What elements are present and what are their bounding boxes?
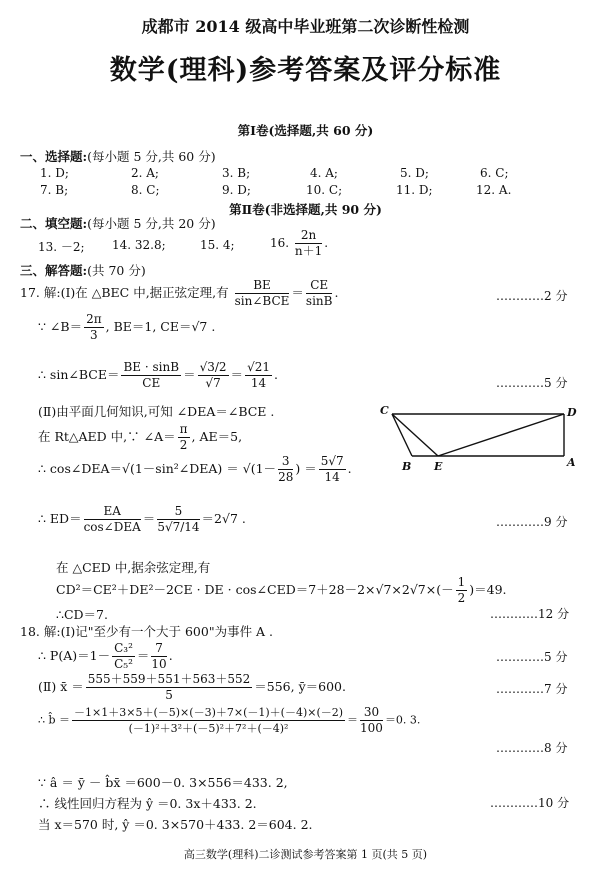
q18-l4-eq: ＝: [347, 713, 359, 727]
q17-l7-frac2: [157, 504, 199, 535]
q17-score-9: …………9 分: [496, 515, 568, 529]
section1-heading: [20, 147, 216, 165]
part2-heading: 第Ⅱ卷(非选择题,共 90 分): [229, 202, 382, 217]
section3-heading: [20, 261, 146, 279]
q18-l4-frac2: [360, 705, 383, 736]
q17-l3-f2-num: √3/2: [199, 360, 227, 374]
q17-line9: [56, 575, 507, 606]
segment-CE: [392, 414, 438, 456]
label-B: B: [402, 460, 412, 473]
q17-l5-f-num: π: [179, 422, 188, 436]
q17-line5: [38, 422, 242, 453]
q18-l3-a: (Ⅱ) x̄ ＝: [38, 679, 84, 694]
page-footer: 高三数学(理科)二诊测试参考答案第 1 页(共 5 页): [183, 848, 428, 861]
answer-7: 7. B;: [40, 183, 69, 197]
q17-l5-frac: [178, 422, 190, 453]
q18-l2-frac1: [112, 641, 135, 672]
label-C: C: [380, 404, 389, 417]
part1-heading: 第Ⅰ卷(选择题,共 60 分): [237, 123, 374, 138]
q17-line7: [38, 504, 246, 535]
q18-line3: [38, 672, 346, 703]
q18-l4-frac: [72, 705, 345, 736]
q18-line6: ∴ 线性回归方程为 ŷ ＝0. 3x＋433. 2.: [38, 796, 257, 811]
q17-l6-b: ) ＝: [295, 461, 317, 476]
q17-l3-f3-den: 14: [250, 376, 267, 390]
q17-l2-f-den: 3: [90, 328, 98, 342]
q17-l3-a: ∴ sin∠BCE＝: [38, 367, 120, 382]
q17-l1-f1-den: sin∠BCE: [234, 294, 290, 308]
q17-l9-b: )＝49.: [469, 582, 507, 597]
q17-l9-f-den: 2: [457, 591, 466, 605]
answer-3: 3. B;: [222, 166, 251, 180]
q18-l2-f2-num: 7: [151, 641, 166, 657]
q17-l1-f2-den: sinB: [305, 294, 333, 308]
fill-16-prefix: 16.: [270, 236, 290, 250]
q17-l2-frac: [84, 312, 104, 343]
q17-l5-a: 在 Rt△AED 中,∵ ∠A＝: [38, 429, 176, 444]
q17-l2-f-num: 2π: [86, 312, 102, 326]
q18-line1: 18. 解:(Ⅰ)记"至少有一个大于 600"为事件 A .: [20, 624, 274, 639]
q18-l2-a: ∴ P(A)＝1－: [38, 648, 111, 663]
q18-l3-f-num: 555＋559＋551＋563＋552: [87, 672, 251, 686]
label-D: D: [567, 406, 577, 419]
q18-l3-f-den: 5: [165, 688, 173, 702]
q17-l7-a: ∴ ED＝: [38, 511, 82, 526]
q17-l9-frac: [456, 575, 468, 606]
q17-l7-frac1: [84, 504, 141, 535]
section2-note: (每小题 5 分,共 20 分): [87, 216, 216, 231]
q17-l9-f-num: 1: [457, 575, 466, 589]
fill-16-fraction: [295, 228, 322, 259]
q17-l6-frac2: [319, 454, 346, 485]
q18-l4-a: ∴ b̂ ＝: [38, 713, 71, 727]
section1-note: (每小题 5 分,共 60 分): [87, 149, 216, 164]
q18-score-10: …………10 分: [490, 796, 570, 810]
q17-l3-f1-den: CE: [142, 376, 161, 390]
q17-l6-f2-num: 5√7: [320, 454, 344, 468]
segment-CB: [392, 414, 412, 456]
section1-title: 一、选择题:: [20, 149, 88, 164]
label-A: A: [567, 456, 576, 469]
q17-l1-frac2: [306, 278, 333, 309]
geometry-figure: [378, 400, 588, 480]
q17-l7-b: ＝2√7 .: [201, 511, 246, 526]
q18-score-8: …………8 分: [496, 741, 568, 755]
q17-l7-eq: ＝: [142, 511, 156, 526]
q17-l6-frac1: [278, 454, 293, 485]
q17-line1: [20, 278, 338, 309]
q17-line4: (Ⅱ)由平面几何知识,可知 ∠DEA＝∠BCE .: [38, 404, 275, 419]
q17-score-2: …………2 分: [496, 289, 568, 303]
answer-8: 8. C;: [131, 183, 160, 197]
q17-l3-f3-num: √21: [247, 360, 270, 374]
q18-score-5: …………5 分: [496, 650, 568, 664]
q18-l2-frac2: [151, 641, 166, 672]
q17-l6-f2-den: 14: [324, 470, 340, 484]
q17-l6-a: ∴ cos∠DEA＝√(1－sin²∠DEA) ＝ √(1－: [38, 461, 277, 476]
fill-16-suffix: .: [324, 236, 329, 250]
q18-l4-f-num: －1×1＋3×5＋(－5)×(－3)＋7×(－1)＋(－4)×(－2): [74, 706, 344, 719]
answer-10: 10. C;: [306, 183, 343, 197]
answer-2: 2. A;: [131, 166, 159, 180]
section3-note: (共 70 分): [87, 263, 146, 278]
q17-l5-b: , AE＝5,: [191, 429, 243, 444]
q17-l1-eq: ＝: [291, 285, 304, 300]
q17-line10: ∴CD＝7.: [56, 607, 108, 622]
q18-l2-end: .: [168, 648, 173, 663]
q17-l3-frac2: [198, 360, 229, 391]
section2-title: 二、填空题:: [20, 216, 88, 231]
q17-l1-frac1: [235, 278, 290, 309]
q18-l3-frac: [86, 672, 253, 703]
answer-6: 6. C;: [480, 166, 509, 180]
fill-answer-16: [270, 228, 328, 259]
q18-l2-f1-den: C₅²: [114, 657, 133, 671]
q18-line7: 当 x＝570 时, ŷ ＝0. 3×570＋433. 2＝604. 2.: [38, 817, 313, 832]
q17-score-5: …………5 分: [496, 376, 568, 390]
fill-16-num: 2n: [295, 228, 322, 244]
q17-l6-f1-num: 3: [278, 454, 293, 470]
q18-l2-eq: ＝: [136, 648, 150, 663]
q17-l9-a: CD²＝CE²＋DE²－2CE · DE · cos∠CED＝7＋28－2×√7×2√7×(－: [56, 582, 454, 597]
q17-l7-f2-num: 5: [157, 504, 199, 520]
q17-l3-f2-den: √7: [205, 376, 221, 390]
q17-l1-f2-num: CE: [306, 278, 333, 294]
q17-l7-f-num: EA: [84, 504, 141, 520]
answer-5: 5. D;: [400, 166, 429, 180]
label-E: E: [434, 460, 443, 473]
q17-score-12: …………12 分: [490, 607, 570, 621]
segment-ED: [438, 414, 564, 456]
q17-l3-f1-num: BE · sinB: [123, 360, 180, 374]
answer-9: 9. D;: [222, 183, 251, 197]
q17-line3: [38, 360, 278, 391]
fill-answer-14: 14. 32.8;: [112, 238, 166, 252]
answer-12: 12. A.: [476, 183, 512, 197]
q18-line5: ∵ â ＝ ȳ － b̂x̄ ＝600－0. 3×556＝433. 2,: [38, 775, 288, 790]
section2-heading: [20, 214, 216, 232]
section3-title: 三、解答题:: [20, 263, 88, 278]
q18-l2-f2-den: 10: [151, 657, 167, 671]
q17-l3-eq1: ＝: [183, 367, 196, 382]
q17-l2-a: ∵ ∠B＝: [38, 319, 83, 334]
q17-l1-end: .: [334, 285, 339, 300]
answer-1: 1. D;: [40, 166, 69, 180]
q18-line2: [38, 641, 173, 672]
q18-l4-b: ＝0. 3.: [384, 713, 421, 727]
document-subtitle: 数学(理科)参考答案及评分标准: [109, 55, 502, 86]
q18-line4: [38, 705, 420, 736]
document-title: 成都市 2014 级高中毕业班第二次诊断性检测: [141, 17, 470, 36]
q17-l1-f1-num: BE: [235, 278, 290, 294]
q17-line8: 在 △CED 中,据余弦定理,有: [56, 560, 211, 575]
fill-answer-15: 15. 4;: [200, 238, 235, 252]
q18-l2-f1-num: C₃²: [114, 641, 133, 655]
q17-l3-frac1: [121, 360, 181, 391]
fill-16-den: n＋1: [294, 244, 323, 258]
q17-l3-eq2: ＝: [230, 367, 244, 382]
q17-l6-end: .: [347, 461, 352, 476]
q18-l4-f2-den: 100: [360, 721, 383, 735]
q17-line2: [38, 312, 215, 343]
q17-l5-f-den: 2: [179, 438, 188, 452]
answer-4: 4. A;: [310, 166, 338, 180]
q17-l7-f-den: cos∠DEA: [83, 520, 141, 534]
q18-l4-f-den: (－1)²＋3²＋(－5)²＋7²＋(－4)²: [128, 722, 289, 735]
q18-score-7: …………7 分: [496, 682, 568, 696]
q17-l3-end: .: [273, 367, 278, 382]
answer-11: 11. D;: [396, 183, 433, 197]
q18-l3-b: ＝556, ȳ＝600.: [254, 679, 346, 694]
q17-l3-frac3: [245, 360, 272, 391]
q17-l6-f1-den: 28: [278, 470, 294, 484]
q17-l7-f2-den: 5√7/14: [157, 520, 200, 534]
q18-l4-f2-num: 30: [360, 705, 383, 721]
q17-l2-b: , BE＝1, CE＝√7 .: [105, 319, 216, 334]
fill-answer-13: 13. －2;: [38, 240, 85, 254]
q17-l1-text: 17. 解:(Ⅰ)在 △BEC 中,据正弦定理,有: [20, 285, 229, 300]
q17-line6: [38, 454, 352, 485]
